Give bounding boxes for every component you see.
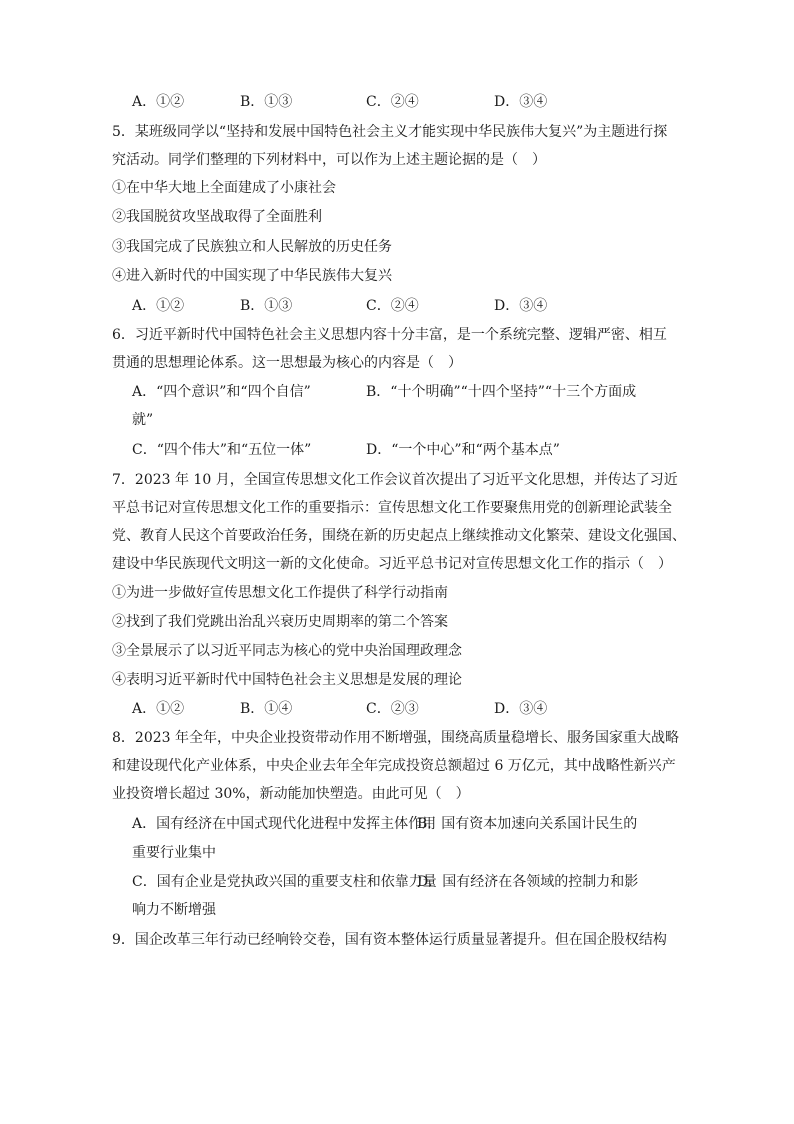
q5-stem-line2: 究活动。同学们整理的下列材料中，可以作为上述主题论据的是（ ）: [112, 152, 546, 168]
q5-option-a[interactable]: A．①②: [132, 298, 185, 314]
q6-option-a[interactable]: A．“四个意识”和“四个自信”: [132, 384, 311, 400]
q8-option-b-continued: 重要行业集中: [132, 845, 216, 861]
q8-option-d[interactable]: D．国有经济在各领域的控制力和影: [417, 874, 639, 890]
q7-stem-line1: 7．2023 年 10 月，全国宣传思想文化工作会议首次提出了习近平文化思想，并传达了习近: [112, 472, 678, 488]
q9-stem-line1: 9．国企改革三年行动已经响铃交卷，国有资本整体运行质量显著提升。但在国企股权结构: [112, 932, 667, 948]
q7-item-3: ③全景展示了以习近平同志为核心的党中央治国理政理念: [112, 643, 462, 659]
q8-option-d-continued: 响力不断增强: [132, 902, 216, 918]
q6-option-b[interactable]: B．“十个明确”“十四个坚持”“十三个方面成: [366, 384, 637, 400]
q5-option-b[interactable]: B．①③: [240, 298, 293, 314]
q5-item-4: ④进入新时代的中国实现了中华民族伟大复兴: [112, 268, 392, 284]
q8-stem-line1: 8．2023 年全年，中央企业投资带动作用不断增强，围绕高质量稳增长、服务国家重大战略: [112, 730, 679, 746]
q4-option-d[interactable]: D．③④: [494, 94, 548, 110]
q7-option-d[interactable]: D．③④: [494, 701, 548, 717]
q5-item-3: ③我国完成了民族独立和人民解放的历史任务: [112, 239, 392, 255]
q4-option-b[interactable]: B．①③: [240, 94, 293, 110]
q7-item-4: ④表明习近平新时代中国特色社会主义思想是发展的理论: [112, 672, 462, 688]
q8-option-c[interactable]: C．国有企业是党执政兴国的重要支柱和依靠力量: [132, 874, 437, 890]
q7-stem-line2: 平总书记对宣传思想文化工作的重要指示：宣传思想文化工作要聚焦用党的创新理论武装全: [112, 500, 672, 516]
q6-option-b-continued: 就”: [132, 412, 154, 428]
q6-stem-line1: 6．习近平新时代中国特色社会主义思想内容十分丰富，是一个系统完整、逻辑严密、相互: [112, 327, 667, 343]
q7-stem-line3: 党、教育人民这个首要政治任务，围绕在新的历史起点上继续推动文化繁荣、建设文化强国、: [112, 528, 686, 544]
q7-option-c[interactable]: C．②③: [366, 701, 419, 717]
q5-stem-line1: 5．某班级同学以“坚持和发展中国特色社会主义才能实现中华民族伟大复兴”为主题进行探: [112, 124, 668, 140]
q7-item-1: ①为进一步做好宣传思想文化工作提供了科学行动指南: [112, 585, 448, 601]
q5-item-1: ①在中华大地上全面建成了小康社会: [112, 180, 336, 196]
q7-option-b[interactable]: B．①④: [240, 701, 293, 717]
q5-option-d[interactable]: D．③④: [494, 298, 548, 314]
q8-option-b[interactable]: B．国有资本加速向关系国计民生的: [417, 816, 638, 832]
q4-option-a[interactable]: A．①②: [132, 94, 185, 110]
q4-option-c[interactable]: C．②④: [366, 94, 419, 110]
q7-item-2: ②找到了我们党跳出治乱兴衰历史周期率的第二个答案: [112, 614, 448, 630]
q8-stem-line3: 业投资增长超过 30%，新动能加快塑造。由此可见（ ）: [112, 786, 470, 802]
q6-option-c[interactable]: C．“四个伟大”和“五位一体”: [132, 442, 312, 458]
q7-option-a[interactable]: A．①②: [132, 701, 185, 717]
q5-item-2: ②我国脱贫攻坚战取得了全面胜利: [112, 209, 322, 225]
q5-option-c[interactable]: C．②④: [366, 298, 419, 314]
q8-stem-line2: 和建设现代化产业体系，中央企业去年全年完成投资总额超过 6 万亿元，其中战略性新兴产: [112, 758, 676, 774]
q8-option-a[interactable]: A．国有经济在中国式现代化进程中发挥主体作用: [132, 816, 437, 832]
q6-option-d[interactable]: D．“一个中心”和“两个基本点”: [366, 442, 560, 458]
q6-stem-line2: 贯通的思想理论体系。这一思想最为核心的内容是（ ）: [112, 355, 462, 371]
q7-stem-line4: 建设中华民族现代文明这一新的文化使命。习近平总书记对宣传思想文化工作的指示（ ）: [112, 556, 672, 572]
